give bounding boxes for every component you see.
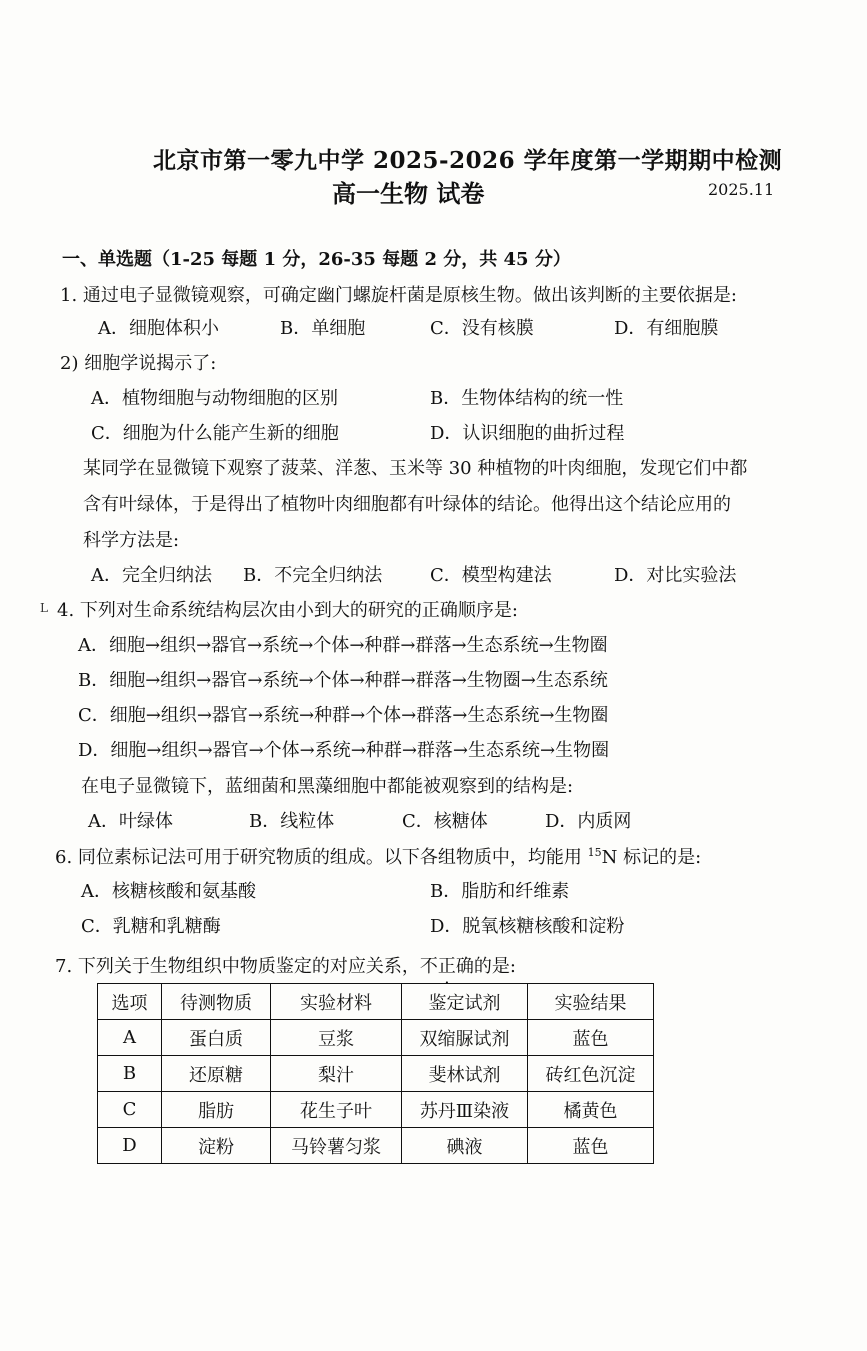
table-cell: 淀粉 — [162, 1128, 271, 1164]
table-cell: B — [98, 1056, 162, 1092]
question-3-option-d: D．对比实验法 — [614, 565, 737, 586]
table-cell: 蓝色 — [528, 1128, 654, 1164]
question-4-option-c: C．细胞→组织→器官→系统→种群→个体→群落→生态系统→生物圈 — [78, 705, 609, 726]
exam-title: 北京市第一零九中学 2025-2026 学年度第一学期期中检测 — [153, 147, 783, 174]
table-header-cell: 待测物质 — [162, 984, 271, 1020]
table-row — [98, 1128, 654, 1164]
question-2-option-c: C．细胞为什么能产生新的细胞 — [91, 423, 339, 444]
table-header-row — [98, 984, 654, 1020]
question-6-stem-post: N 标记的是: — [601, 847, 702, 868]
table-header-cell: 实验材料 — [271, 984, 402, 1020]
table-cell: 碘液 — [402, 1128, 528, 1164]
table-cell: 蛋白质 — [162, 1020, 271, 1056]
question-7-stem-pre: 7. 下列关于生物组织中物质鉴定的对应关系， — [55, 956, 420, 977]
question-3-option-b: B．不完全归纳法 — [243, 565, 383, 586]
question-1-option-d: D．有细胞膜 — [614, 318, 719, 339]
question-6-option-a: A．核糖核酸和氨基酸 — [81, 881, 256, 902]
table-cell: 豆浆 — [271, 1020, 402, 1056]
question-2-stem: 2) 细胞学说揭示了: — [60, 353, 217, 374]
question-4-option-a: A．细胞→组织→器官→系统→个体→种群→群落→生态系统→生物圈 — [78, 635, 608, 656]
exam-date: 2025.11 — [708, 180, 775, 199]
table-cell: 梨汁 — [271, 1056, 402, 1092]
question-6-stem — [55, 843, 701, 869]
question-1-stem: 1. 通过电子显微镜观察，可确定幽门螺旋杆菌是原核生物。做出该判断的主要依据是: — [60, 285, 737, 306]
question-6-option-d: D．脱氧核糖核酸和淀粉 — [430, 916, 625, 937]
question-7-table — [97, 983, 654, 1164]
question-2-option-b: B．生物体结构的统一性 — [430, 388, 624, 409]
question-6-stem-pre: 6. 同位素标记法可用于研究物质的组成。以下各组物质中，均能用 — [55, 847, 588, 868]
table-cell: C — [98, 1092, 162, 1128]
table-row — [98, 1020, 654, 1056]
table-cell: 斐林试剂 — [402, 1056, 528, 1092]
table-cell: 橘黄色 — [528, 1092, 654, 1128]
table-cell: A — [98, 1020, 162, 1056]
table-cell: 双缩脲试剂 — [402, 1020, 528, 1056]
question-3-option-a: A．完全归纳法 — [91, 565, 212, 586]
table-cell: 苏丹Ⅲ染液 — [402, 1092, 528, 1128]
margin-mark: L — [40, 601, 48, 615]
question-1-option-a: A．细胞体积小 — [98, 318, 219, 339]
table-cell: 花生子叶 — [271, 1092, 402, 1128]
question-4-option-b: B．细胞→组织→器官→系统→个体→种群→群落→生物圈→生态系统 — [78, 670, 608, 691]
question-7-emphasis: 不正确 — [419, 956, 474, 977]
question-7-stem-post: 的是: — [473, 956, 516, 977]
table-header-cell: 实验结果 — [528, 984, 654, 1020]
question-7-stem — [55, 952, 516, 978]
question-3-option-c: C．模型构建法 — [430, 565, 552, 586]
table-cell: 还原糖 — [162, 1056, 271, 1092]
question-5-option-b: B．线粒体 — [249, 811, 335, 832]
question-5-stem: 在电子显微镜下，蓝细菌和黑藻细胞中都能被观察到的结构是: — [81, 776, 574, 797]
table-row — [98, 1056, 654, 1092]
table-cell: 马铃薯匀浆 — [271, 1128, 402, 1164]
table-header-cell: 鉴定试剂 — [402, 984, 528, 1020]
table-row — [98, 1092, 654, 1128]
question-3-stem-line-2: 含有叶绿体，于是得出了植物叶肉细胞都有叶绿体的结论。他得出这个结论应用的 — [83, 494, 731, 515]
question-4-stem: 4. 下列对生命系统结构层次由小到大的研究的正确顺序是: — [57, 600, 518, 621]
question-6-option-b: B．脂肪和纤维素 — [430, 881, 570, 902]
table-cell: 砖红色沉淀 — [528, 1056, 654, 1092]
exam-subtitle: 高一生物 试卷 — [332, 179, 485, 208]
table-cell: D — [98, 1128, 162, 1164]
table-cell: 脂肪 — [162, 1092, 271, 1128]
question-5-option-c: C．核糖体 — [402, 811, 488, 832]
question-6-option-c: C．乳糖和乳糖酶 — [81, 916, 221, 937]
section-heading: 一、单选题（1-25 每题 1 分，26-35 每题 2 分，共 45 分） — [62, 249, 571, 270]
question-2-option-d: D．认识细胞的曲折过程 — [430, 423, 625, 444]
question-3-stem-line-3: 科学方法是: — [83, 530, 180, 551]
isotope-mass-number: 15 — [587, 846, 602, 859]
table-header-cell: 选项 — [98, 984, 162, 1020]
question-3-stem-line-1: 某同学在显微镜下观察了菠菜、洋葱、玉米等 30 种植物的叶肉细胞，发现它们中都 — [83, 458, 748, 479]
question-1-option-c: C．没有核膜 — [430, 318, 534, 339]
question-2-option-a: A．植物细胞与动物细胞的区别 — [91, 388, 338, 409]
table-cell: 蓝色 — [528, 1020, 654, 1056]
question-5-option-a: A．叶绿体 — [88, 811, 173, 832]
question-1-option-b: B．单细胞 — [280, 318, 366, 339]
question-5-option-d: D．内质网 — [545, 811, 632, 832]
question-4-option-d: D．细胞→组织→器官→个体→系统→种群→群落→生态系统→生物圈 — [78, 740, 610, 761]
